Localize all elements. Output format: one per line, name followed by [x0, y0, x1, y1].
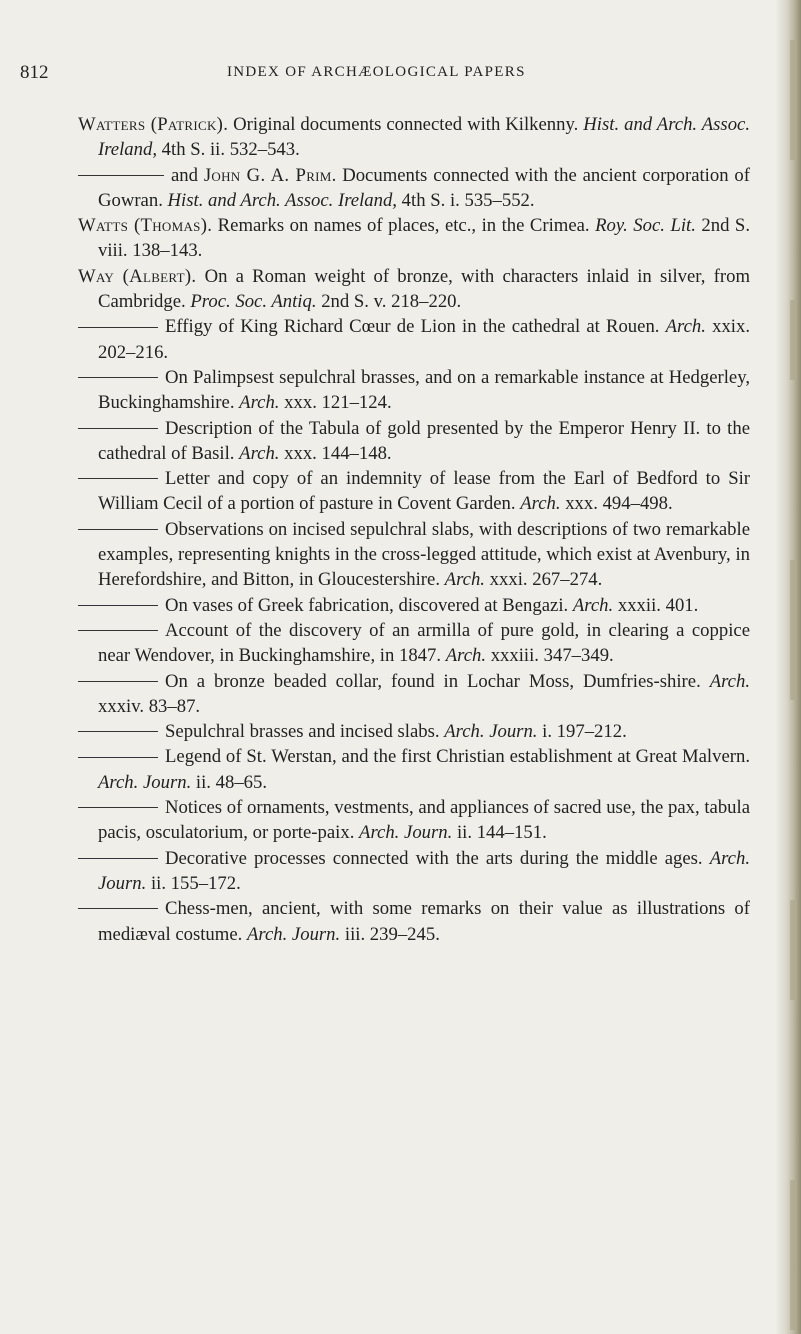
entry-title: Account of the discovery of an armilla of pure gold, in clearing a coppice near Wendover, in Buckinghamshire, in 1847.: [98, 619, 750, 667]
entry-reference: ii. 144–151.: [452, 822, 547, 844]
entry-source: Arch.: [520, 493, 561, 515]
entry-reference: xxxii. 401.: [613, 594, 699, 616]
entry-author: Way: [78, 265, 115, 287]
ditto-dash: [78, 529, 158, 530]
index-entry: [78, 163, 750, 214]
entry-source: Arch.: [445, 645, 487, 667]
entry-title: Chess-men, ancient, with some remarks on their value as illustrations of mediæval costume.: [98, 898, 750, 945]
entry-title: Original documents connected with Kilkenny.: [228, 114, 584, 135]
entry-reference: 4th S. ii. 532–543.: [157, 139, 300, 161]
entry-title: Description of the Tabula of gold presented by the Emperor Henry II. to the cathedral of Basil.: [98, 417, 750, 464]
entry-reference: xxx. 144–148.: [279, 442, 392, 464]
entry-reference: xxxiii. 347–349.: [486, 645, 614, 667]
page-edge-shadow: [775, 0, 801, 1334]
ditto-dash: [78, 757, 158, 758]
page-number: 812: [20, 62, 49, 83]
entry-title: On Palimpsest sepulchral brasses, and on a remarkable instance at Hedgerley, Buckinghamshire.: [98, 366, 750, 414]
entry-source: Arch.: [665, 316, 706, 338]
entry-reference: iii. 239–245.: [340, 923, 440, 945]
index-entries: [78, 112, 750, 947]
entry-source: Arch. Journ.: [444, 721, 538, 743]
index-entry: [78, 314, 750, 365]
index-entry: [78, 744, 750, 795]
entry-source: Arch.: [572, 594, 614, 616]
ditto-dash: [78, 858, 158, 859]
running-title: INDEX OF ARCHÆOLOGICAL PAPERS: [227, 64, 526, 80]
entry-source: Arch. Journ.: [98, 847, 750, 894]
ditto-dash: [78, 731, 158, 732]
ditto-dash: [78, 377, 158, 378]
index-entry: [78, 618, 750, 669]
entry-title: . Documents connected with the ancient corporation of Gowran.: [98, 164, 751, 211]
index-entry: [78, 112, 750, 163]
entry-title: Effigy of King Richard Cœur de Lion in the cathedral at Rouen.: [165, 316, 666, 338]
index-entry: [78, 213, 750, 264]
page-header: [0, 62, 801, 92]
entry-source: Hist. and Arch. Assoc. Ireland,: [98, 114, 750, 161]
entry-title: Sepulchral brasses and incised slabs.: [165, 721, 445, 743]
entry-source: Arch. Journ.: [359, 822, 453, 844]
entry-source: Roy. Soc. Lit.: [595, 215, 696, 237]
index-entry: [78, 466, 750, 517]
ditto-dash: [78, 807, 158, 808]
ditto-dash: [78, 605, 158, 606]
entry-reference: xxxi. 267–274.: [484, 569, 603, 591]
entry-title: Legend of St. Werstan, and the first Christian establishment at Great Malvern.: [165, 746, 750, 768]
entry-source: Arch. Journ.: [246, 923, 341, 945]
entry-source: Arch.: [709, 670, 750, 692]
entry-source: Arch.: [239, 392, 280, 414]
entry-author-forename: (Patrick).: [145, 114, 229, 135]
index-entry: [78, 416, 750, 467]
entry-title: On a bronze beaded collar, found in Lochar Moss, Dumfries-shire.: [165, 670, 710, 692]
entry-title: Remarks on names of places, etc., in the Crimea.: [212, 215, 596, 237]
entry-reference: xxx. 494–498.: [560, 493, 673, 515]
index-entry: [78, 669, 750, 720]
ditto-dash: [78, 478, 158, 479]
ditto-dash: [78, 681, 158, 682]
entry-title: On vases of Greek fabrication, discovered at Bengazi.: [165, 594, 573, 616]
entry-title: Letter and copy of an indemnity of lease from the Earl of Bedford to Sir William Cecil of a portion of pasture in Covent Garden.: [98, 468, 750, 515]
ditto-dash: [78, 175, 164, 176]
entry-title: Observations on incised sepulchral slabs, with descriptions of two remarkable examples, representing knights in the cross-legged attitude, which exist at Avenbury, in Herefordshire, and Bitton, in Gloucestershire.: [98, 518, 750, 591]
entry-author-forename: (Thomas).: [128, 215, 213, 237]
index-entry: [78, 365, 750, 416]
entry-source: Arch.: [239, 442, 280, 464]
entry-reference: i. 197–212.: [537, 721, 627, 743]
entry-author: Watts: [78, 215, 129, 237]
index-entry: [78, 846, 750, 897]
ditto-dash: [78, 908, 158, 909]
entry-reference: 2nd S. viii. 138–143.: [98, 215, 750, 262]
ditto-dash: [78, 630, 158, 631]
entry-title: Decorative processes connected with the arts during the middle ages.: [165, 847, 710, 869]
index-entry: [78, 795, 750, 846]
entry-title: Notices of ornaments, vestments, and appliances of sacred use, the pax, tabula pacis, osculatorium, or porte-paix.: [98, 797, 750, 844]
entry-source: Proc. Soc. Antiq.: [190, 291, 317, 313]
index-entry: [78, 517, 750, 593]
ditto-dash: [78, 327, 158, 328]
entry-reference: ii. 155–172.: [146, 872, 241, 894]
entry-source: Arch.: [444, 569, 485, 591]
entry-reference: ii. 48–65.: [191, 771, 268, 793]
entry-source: Hist. and Arch. Assoc. Ireland,: [167, 189, 397, 211]
entry-reference: xxix. 202–216.: [98, 316, 750, 363]
index-entry: [78, 719, 750, 744]
entry-title: On a Roman weight of bronze, with characters inlaid in silver, from Cambridge.: [98, 265, 750, 313]
entry-coauthor-prefix: and: [171, 164, 204, 186]
index-entry: [78, 896, 750, 947]
entry-reference: 2nd S. v. 218–220.: [316, 291, 462, 313]
entry-author: Watters: [78, 114, 146, 135]
index-entry: [78, 264, 750, 315]
entry-source: Arch. Journ.: [98, 771, 192, 793]
ditto-dash: [78, 428, 158, 429]
entry-author-forename: (Albert).: [114, 265, 197, 287]
entry-reference: 4th S. i. 535–552.: [396, 189, 535, 211]
entry-reference: xxx. 121–124.: [279, 392, 392, 414]
index-entry: [78, 593, 750, 618]
entry-coauthor: John G. A. Prim: [203, 164, 332, 186]
entry-reference: xxxiv. 83–87.: [98, 695, 201, 717]
